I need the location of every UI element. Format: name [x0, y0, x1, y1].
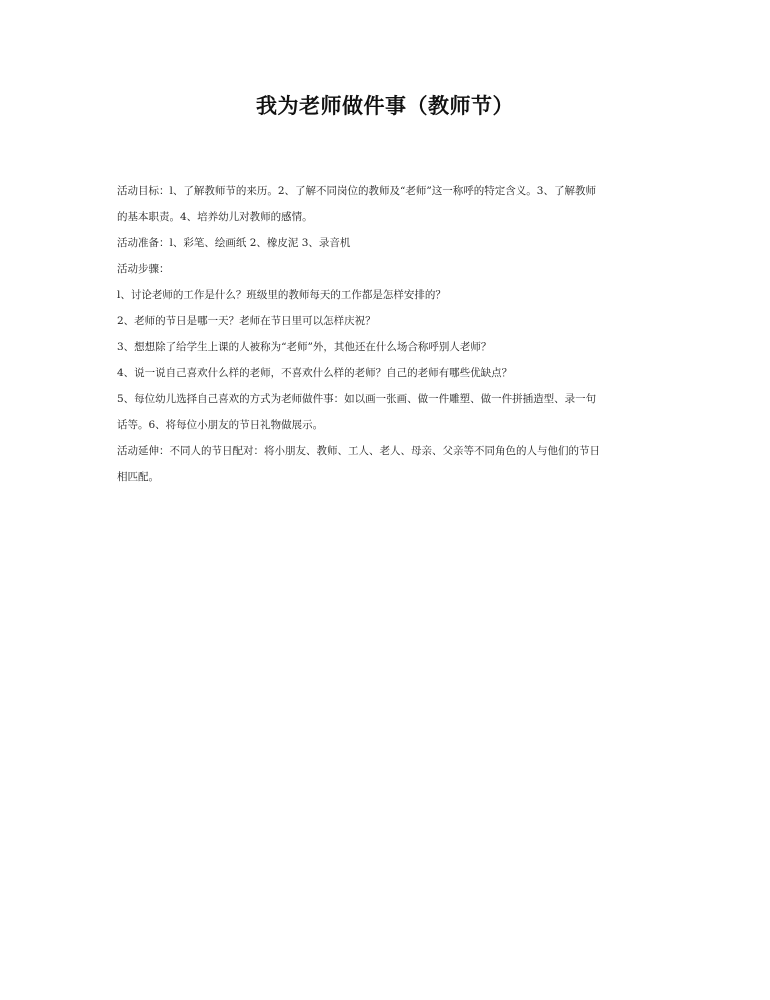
paragraph-line: 话等。6、将每位小朋友的节日礼物做展示。	[117, 419, 324, 431]
paragraph-line: 活动延伸：不同人的节日配对：将小朋友、教师、工人、老人、母亲、父亲等不同角色的人与他们的节日	[117, 445, 600, 457]
paragraph-line: 5、每位幼儿选择自己喜欢的方式为老师做件事：如以画一张画、做一件雕塑、做一件拼插造型、录一句	[117, 393, 597, 405]
paragraph-line: 4、说一说自己喜欢什么样的老师，不喜欢什么样的老师？自己的老师有哪些优缺点？	[117, 367, 513, 379]
paragraph-line: 相匹配。	[117, 471, 159, 483]
paragraph-line: l、讨论老师的工作是什么？班级里的教师每天的工作都是怎样安排的？	[117, 289, 446, 301]
paragraph-line: 的基本职责。4、培养幼儿对教师的感情。	[117, 211, 313, 223]
document-body	[117, 178, 662, 490]
paragraph-line: 活动步骤：	[117, 263, 170, 275]
paragraph-line: 活动准备：l、彩笔、绘画纸 2、橡皮泥 3、录音机	[117, 237, 351, 249]
paragraph-line: 2、老师的节日是哪一天？老师在节日里可以怎样庆祝？	[117, 315, 376, 327]
paragraph-line: 活动目标：l、了解教师节的来历。2、了解不同岗位的教师及“老师”这一称呼的特定含义。3、了解教师	[117, 185, 596, 197]
paragraph-line: 3、想想除了给学生上课的人被称为“老师”外，其他还在什么场合称呼别人老师？	[117, 341, 492, 353]
document-title: 我为老师做件事（教师节）	[256, 94, 514, 118]
